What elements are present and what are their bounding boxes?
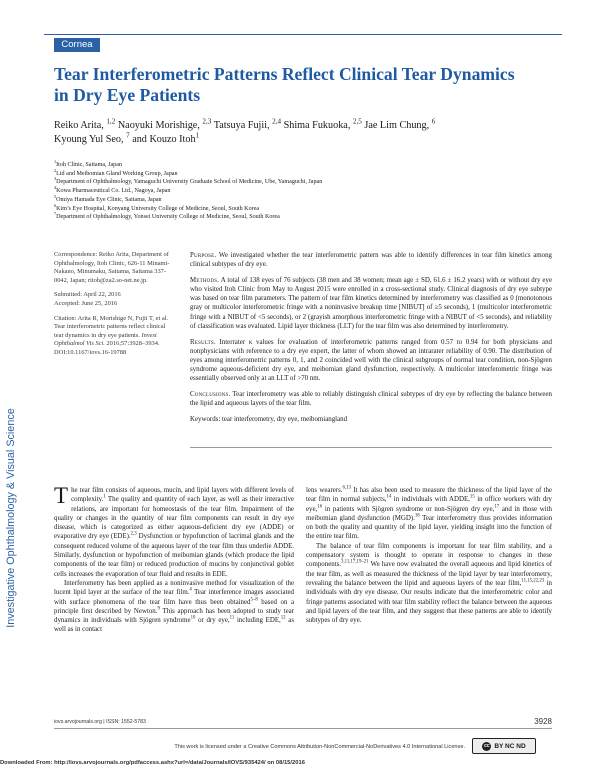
correspondence: Correspondence: Reiko Arita, Department of Ophthalmology, Itoh Clinic, 626-11 Minami-Nakano, Minumaku, Saitama, Saitama 337-0042, Japan; ritoh@za2.so-net.ne.jp.	[54, 251, 170, 284]
abstract-results: Results. Interrater κ values for evaluation of interferometric patterns ranged from 0.57 to 0.94 for both physicians and nonphysicians with reference to a dry eye expert, the latter of whom showed an intrarater reliability of 0.90. The distribution of eyes among interferometric patterns 0, 1, and 2 coincided well with the clinical subgroups of normal tear condition, non-Sjögren syndrome aqueous-deficient dry eye, and meibomian gland dysfunction, respectively. A multicolor interferometric fringe was essentially observed only at an LLT of >70 nm.	[190, 338, 552, 383]
journal-vertical-label: Investigative Ophthalmology & Visual Science	[5, 408, 17, 628]
body-column-right	[306, 486, 552, 625]
affiliation-item: $^7$Department of Ophthalmology, Yonsei University College of Medicine, Seoul, South Korea	[54, 211, 280, 221]
affiliation-item: $^2$Lid and Meibomian Gland Working Group, Japan	[54, 167, 178, 177]
accepted-date: Accepted: June 25, 2016	[54, 299, 118, 307]
abstract-rule	[190, 447, 552, 448]
drop-cap: T	[54, 483, 69, 508]
abstract-methods: Methods. A total of 138 eyes of 76 subjects (38 men and 38 women; mean age ± SD, 61.6 ± 16.2 years) with or without dry eye who visited Itoh Clinic from May to August 2015 were enrolled in a cross-sectional study. Clinical diagnosis of dry eye subtype was based on tear film parameters. The pattern of tear film kinetics determined by interferometry was classified as 0 (monotonous gray or multicolor interferometric fringe with a noninvasive breakup time [NIBUT] of ≥5 seconds), 1 (multicolor interferometric fringe with a NIBUT of <5 seconds), or 2 (grayish amorphous interferometric fringe with a NIBUT of <5 seconds), and reliability of classification was evaluated. Lipid layer thickness (LLT) for the tear film was also determined by interferometry.	[190, 277, 552, 330]
affiliation-item: $^3$Department of Ophthalmology, Yamaguchi University Graduate School of Medicine, Ube, Yamaguchi, Japan	[54, 176, 323, 186]
citation: Citation: Arita R, Morishige N, Fujii T, et al. Tear interferometric patterns reflect clinical tear dynamics in dry eye patients. Invest Ophthalmol Vis Sci. 2016;57:3928–3934. DOI:10.1167/iovs.16-19788	[54, 314, 169, 356]
section-tab: Cornea	[54, 38, 100, 52]
author-list: Reiko Arita, $^{1,2}$ Naoyuki Morishige, $^{2,3}$ Tatsuya Fujii, $^{2,4}$ Shima Fukuoka, $^{2,5}$ Jae Lim Chung, $^6$ Kyoung Yul Seo, $^7$ and Kouzo Itoh$^1$	[54, 117, 436, 145]
cc-license-badge[interactable]: cc BY NC ND	[472, 738, 536, 754]
header-rule	[44, 34, 562, 35]
affiliations	[54, 158, 554, 222]
affiliation-item: $^1$Itoh Clinic, Saitama, Japan	[54, 158, 122, 168]
journal-issn: iovs.arvojournals.org | ISSN: 1552-5783	[54, 719, 146, 725]
article-sidebar	[54, 251, 172, 364]
keywords: Keywords: tear interferometry, dry eye, meibomiangland	[190, 416, 348, 424]
affiliation-item: $^5$Omiya Hamada Eye Clinic, Saitama, Japan	[54, 193, 162, 203]
body-paragraph: The tear film consists of aqueous, mucin, and lipid layers with different levels of complexity.$^1$ The quality and quantity of each layer, as well as their interactive relations, are important for homeostasis of the tear film. Impairment of the quality or changes in the quantity of tear film components can result in dry eye disease, which is categorized as either aqueous-deficient dry eye (ADDE) or evaporative dry eye (EDE).$^{2,3}$ Dysfunction or hypofunction of lacrimal glands and the consequent reduced volume of the aqueous layer of the tear film thus underlie ADDE. Similarly, dysfunction or hypofunction of meibomian glands (which produce the lipid components of the tear film) or reduced production of mucins by conjunctival goblet cells increases the evaporation of tear fluid and results in EDE.	[54, 483, 294, 578]
abstract-purpose: Purpose. We investigated whether the tear interferometric pattern was able to identify differences in tear film kinetics among clinical subtypes of dry eye.	[190, 252, 552, 269]
affiliation-item: $^6$Kim’s Eye Hospital, Konyang University College of Medicine, Seoul, South Korea	[54, 202, 260, 212]
affiliation-item: $^4$Kowa Pharmaceutical Co. Ltd., Nagoya, Japan	[54, 185, 171, 195]
download-notice: Downloaded From: http://iovs.arvojournals.org/pdfaccess.ashx?url=/data/Journals/IOVS/935424/ on 08/15/2016	[0, 760, 305, 766]
page-number: 3928	[534, 717, 552, 726]
submitted-date: Submitted: April 22, 2016	[54, 291, 121, 299]
body-column-left	[54, 483, 295, 635]
footer-rule	[54, 728, 552, 729]
article-title: Tear Interferometric Patterns Reflect Clinical Tear Dynamics in Dry Eye Patients	[54, 64, 515, 105]
body-paragraph: The balance of tear film components is important for tear film stability, and a compensatory system is thought to operate in response to changes in these components.$^{3,11,17,19-21}$ We have now evaluated the overall aqueous and lipid kinetics of the tear film, as well as measured the thickness of the lipid layer by tear interferometry, revealing the balance between the lipid and aqueous layers of the tear film,$^{11,15,22,23}$ in individuals with dry eye disease. Our results indicate that the interferometric color and fringe patterns associated with tear film stability reflect the balance between the aqueous and lipid layers of the tear film, and they suggest that these patterns are able to identify subtypes of dry eye.	[306, 542, 552, 625]
cc-icon: cc	[484, 743, 490, 749]
license-text: This work is licensed under a Creative Commons Attribution-NonCommercial-NoDerivatives 4.0 International License.	[174, 744, 465, 750]
body-paragraph: lens wearers.$^{6,13}$ It has also been used to measure the thickness of the lipid layer of the tear film in normal subjects,$^{14}$ in individuals with ADDE,$^{15}$ in office workers with dry eye,$^{16}$ in patients with Sjögren syndrome or non-Sjögren dry eye,$^{17}$ and in those with meibomian gland dysfunction (MGD).$^{18}$ Tear interferometry thus provides information on both the quality and quantity of the lipid layer, yielding insight into the function of the entire tear film.	[306, 485, 553, 541]
body-paragraph: Interferometry has been applied as a noninvasive method for visualization of the lucent lipid layer at the surface of the tear film.$^4$ Tear interference images associated with surface phenomena of the tear film have thus been obtained$^{5-8}$ based on a principle first described by Newton.$^9$ This approach has been adopted to study tear dynamics in individuals with Sjögren syndrome$^{10}$ or dry eye,$^{11}$ including EDE,$^{12}$ as well as in contact	[54, 579, 295, 634]
abstract-conclusions: Conclusions. Tear interferometry was able to reliably distinguish clinical subtypes of dry eye by reflecting the balance between the lipid and aqueous layers of the tear film.	[190, 391, 552, 408]
abstract	[190, 251, 552, 432]
